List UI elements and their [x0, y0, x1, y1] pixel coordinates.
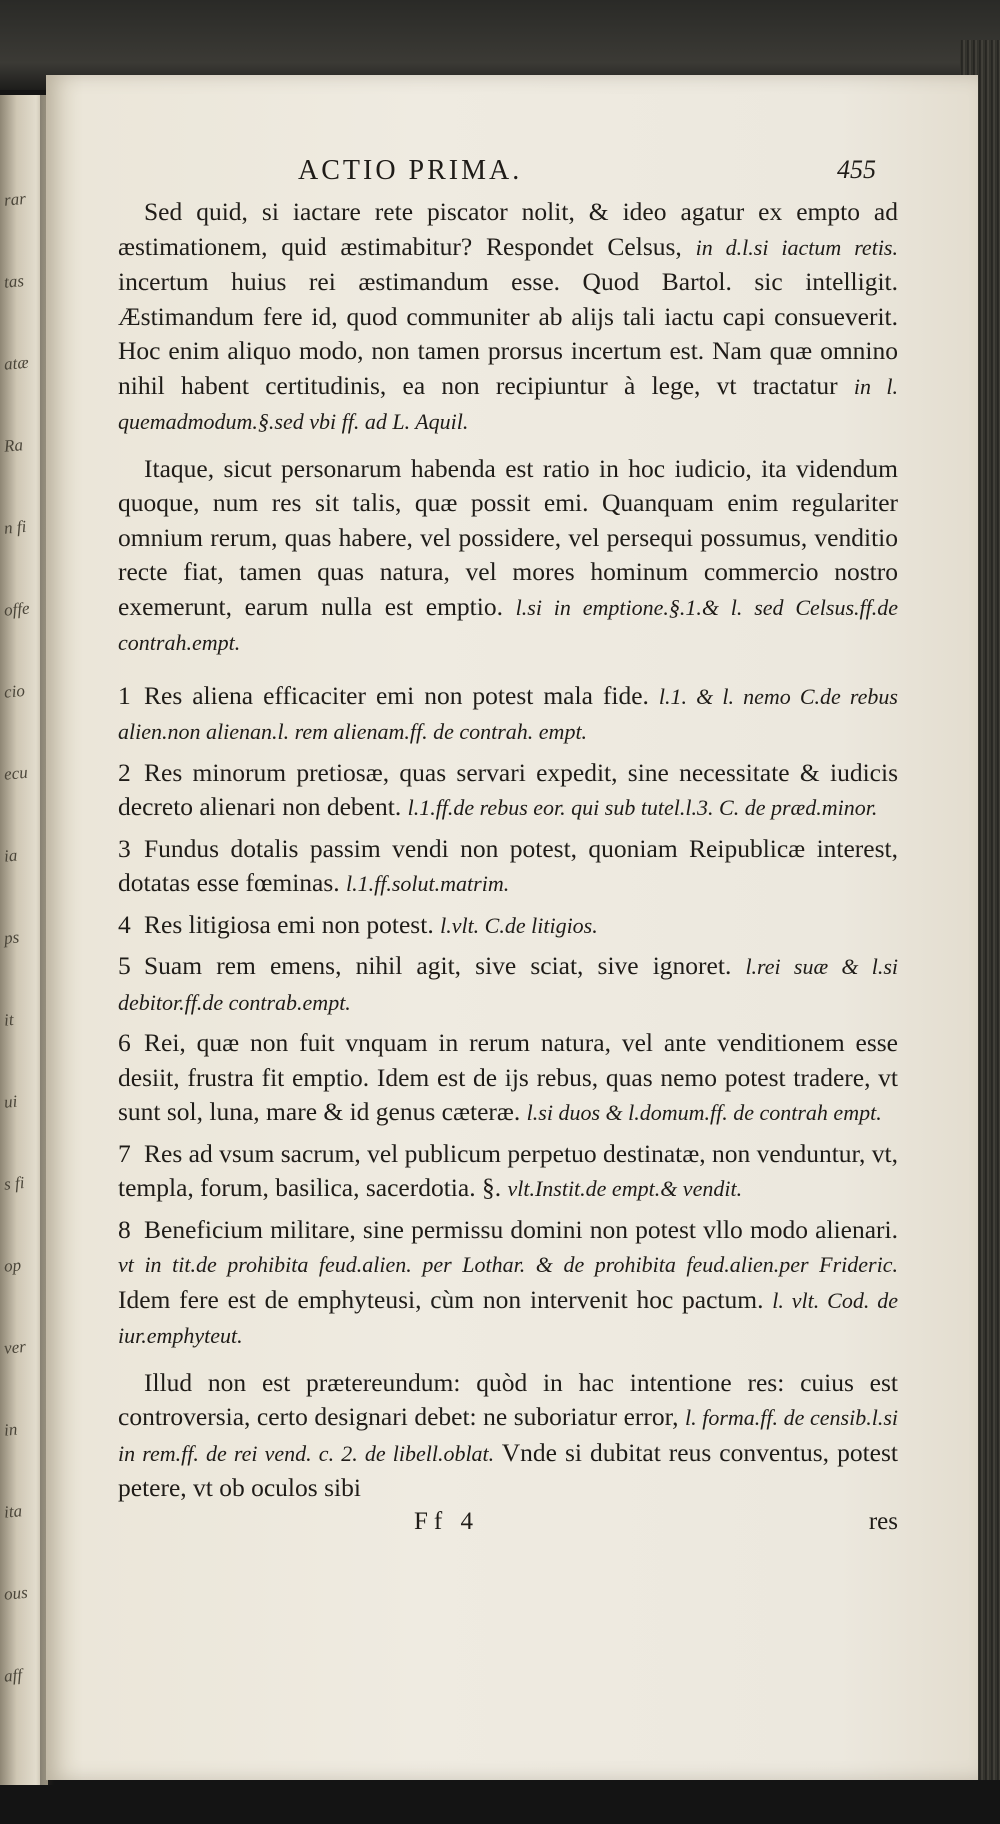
citation: in l. quemadmodum.§.sed vbi ff. ad L. Aquil.	[118, 373, 898, 434]
numbered-rule	[118, 679, 898, 750]
facing-page-fragment: offe	[3, 598, 31, 620]
citation: l.vlt. C.de litigios.	[440, 912, 598, 938]
facing-page-fragment: s fi	[3, 1173, 26, 1194]
facing-page-fragment: ecu	[3, 762, 29, 784]
numbered-rule	[118, 832, 898, 902]
facing-page-fragment: Ra	[3, 435, 24, 456]
catchword: res	[868, 1507, 898, 1535]
facing-page-fragment: atæ	[3, 352, 30, 374]
facing-page-fragment: aff	[3, 1665, 23, 1686]
facing-page-fragment: ous	[3, 1582, 29, 1604]
numbered-rule	[118, 1026, 898, 1131]
text-run: Vnde si dubitat reus conventus, potest petere, vt ob oculos sibi	[118, 1437, 898, 1502]
text-run: Res aliena efficaciter emi non potest mala fide.	[144, 680, 659, 710]
facing-page-fragment: rar	[3, 188, 27, 210]
rule-number: 1	[118, 680, 131, 710]
text-run: incertum huius rei æstimandum esse. Quod Bartol. sic intelligit. Æstimandum fere id, quod communiter ab alijs tali iactu capi consueverit. Hoc enim aliquo modo, non tamen prorsus incertum est. Nam quæ omnino nihil habent certitudinis, ea non recipiuntur à lege, vt tractatur	[118, 267, 898, 400]
text-run: Beneficium militare, sine permissu domini non potest vllo modo alienari.	[144, 1214, 898, 1244]
rule-number: 5	[118, 951, 131, 980]
citation: l.1. & l. nemo C.de rebus alien.non alienan.l. rem alienam.ff. de contrah. empt.	[118, 683, 898, 744]
rule-number: 8	[118, 1214, 131, 1244]
numbered-rule	[118, 949, 898, 1020]
signature-mark: Ff 4	[414, 1507, 479, 1535]
text-run: Fundus dotalis passim vendi non potest, quoniam Reipublicæ interest, dotatas esse fœminas.	[118, 833, 898, 897]
numbered-rule	[118, 756, 898, 826]
citation: l. forma.ff. de censib.l.si in rem.ff. de rei vend. c. 2. de libell.oblat.	[118, 1405, 898, 1466]
text-run: Res ad vsum sacrum, vel publicum perpetuo destinatæ, non venduntur, vt, templa, forum, basilica, sacerdotia. §.	[118, 1138, 898, 1202]
closing-paragraph	[118, 1366, 898, 1506]
rule-number: 6	[118, 1028, 131, 1057]
text-run: Itaque, sicut personarum habenda est ratio in hoc iudicio, ita videndum quoque, num res sit talis, quæ possit emi. Quanquam enim regulariter omnium rerum, quas habere, vel possidere, vel persequi possumus, venditio recte fiat, tamen quas natura, vel mores hominum commercio nostro exemerunt, earum nulla est emptio.	[118, 453, 898, 621]
text-run: Rei, quæ non fuit vnquam in rerum natura, vel ante venditionem esse desiit, frustra fit emptio. Idem est de ijs rebus, quas nemo potest tradere, vt sunt sol, luna, mare & id genus cæteræ.	[118, 1028, 898, 1126]
numbered-rule	[118, 908, 898, 944]
citation: l.si in emptione.§.1.& l. sed Celsus.ff.de contrah.empt.	[118, 594, 898, 655]
page-footer	[118, 1508, 898, 1542]
citation: l.si duos & l.domum.ff. de contrah empt.	[526, 1100, 882, 1125]
citation: l.1.ff.de rebus eor. qui sub tutel.l.3. C. de præd.minor.	[407, 795, 878, 820]
numbered-rule	[118, 1137, 898, 1207]
citation: l.1.ff.solut.matrim.	[346, 871, 510, 896]
text-run: Illud non est prætereundum: quòd in hac intentione res: cuius est controversia, certo designari debet: ne suboriatur error,	[118, 1367, 898, 1431]
rule-number: 7	[118, 1138, 131, 1168]
paragraph	[118, 452, 898, 661]
facing-page-fragment: it	[3, 1009, 15, 1030]
rule-number: 4	[118, 909, 131, 939]
book-page	[46, 75, 978, 1780]
citation: vlt.Instit.de empt.& vendit.	[507, 1176, 743, 1201]
facing-page-fragment: ver	[3, 1336, 27, 1358]
facing-page-fragment: ui	[3, 1091, 19, 1112]
text-run: Idem fere est de emphyteusi, cùm non intervenit hoc pactum.	[118, 1284, 773, 1314]
running-title: ACTIO PRIMA.	[298, 155, 523, 186]
facing-page-fragment: cio	[3, 680, 26, 702]
numbered-rule	[118, 1213, 898, 1354]
facing-page-fragment: ia	[3, 845, 19, 866]
body-content	[118, 195, 898, 1506]
citation: vt in tit.de prohibita feud.alien. per Lothar. & de prohibita feud.alien.per Frideric.	[118, 1252, 898, 1277]
citation: l. vlt. Cod. de iur.emphyteut.	[118, 1287, 898, 1348]
page-text	[118, 155, 898, 1542]
page-number: 455	[837, 155, 876, 184]
facing-page-fragment: ita	[3, 1501, 23, 1522]
facing-page-fragment: op	[3, 1255, 22, 1276]
text-run: Suam rem emens, nihil agit, sive sciat, sive ignoret.	[144, 951, 746, 980]
text-run: Sed quid, si iactare rete piscator nolit, & ideo agatur ex empto ad æstimationem, quid æstimabitur? Respondet Celsus,	[118, 197, 898, 261]
facing-page-fragment: ps	[3, 927, 20, 948]
facing-page-fragment: n fi	[3, 516, 28, 538]
rule-number: 3	[118, 833, 131, 863]
citation: l.rei suæ & l.si debitor.ff.de contrab.empt.	[118, 954, 898, 1015]
facing-page-fragment: in	[3, 1419, 19, 1440]
running-head	[118, 155, 898, 195]
facing-page-fragment: tas	[3, 271, 25, 292]
text-run: Res minorum pretiosæ, quas servari expedit, sine necessitate & iudicis decreto alienari non debent.	[118, 757, 898, 821]
text-run: Res litigiosa emi non potest.	[144, 909, 441, 939]
rule-number: 2	[118, 757, 131, 787]
citation: in d.l.si iactum retis.	[695, 234, 898, 260]
paragraph	[118, 195, 898, 440]
